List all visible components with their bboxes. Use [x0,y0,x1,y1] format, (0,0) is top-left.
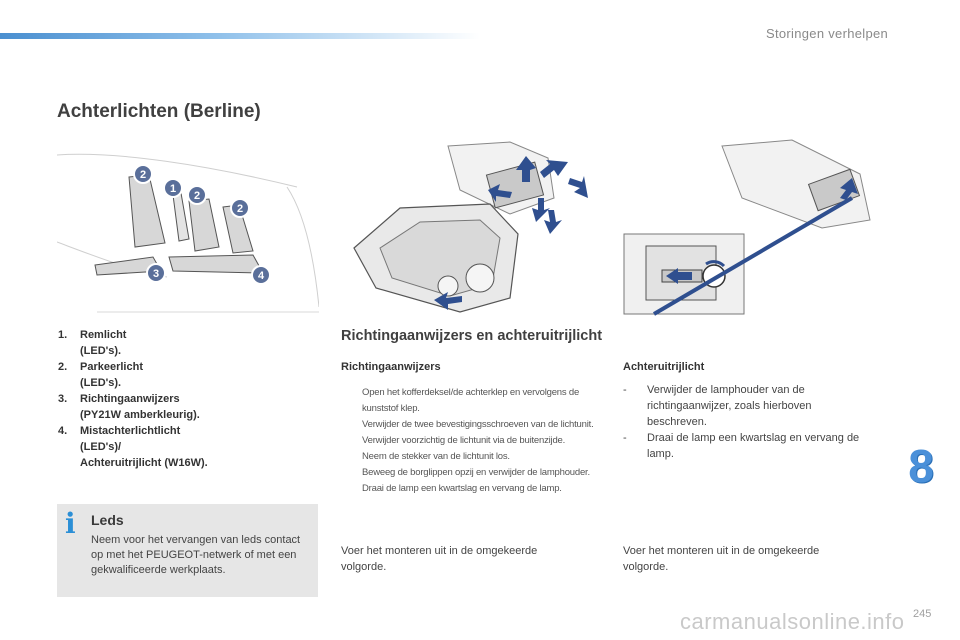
svg-text:1: 1 [169,183,177,195]
list-item: Verwijder de twee bevestigingsschroeven van de lichtunit. [362,419,594,430]
callout-badge [134,165,152,183]
svg-text:2: 2 [236,203,244,215]
info-title: Leds [91,512,124,528]
svg-text:3: 3 [152,268,160,280]
legend-line: (LED's). [80,345,122,357]
list-item: Open het kofferdeksel/de achterklep en vervolgens de kunststof klep. [362,387,580,414]
header-color-bar [0,33,480,39]
reversing-heading: Achteruitrijlicht [623,361,705,373]
section-header: Storingen verhelpen [766,26,889,41]
list-item: Draai de lamp een kwartslag en vervang de lamp. [362,483,562,494]
callout-badge [252,266,270,284]
reversing-lamp-diagram [622,138,880,318]
svg-text:2: 2 [139,169,147,181]
indicator-heading: Richtingaanwijzers [341,361,441,373]
reassemble-note-right: Voer het monteren uit in de omgekeerde volgorde. [623,545,820,573]
list-item: - Verwijder de lamphouder van de richtingaanwijzer, zoals hierboven beschreven. [623,384,812,428]
section-title: Richtingaanwijzers en achteruitrijlicht [341,328,603,344]
legend-item: 2. Parkeerlicht [58,361,143,373]
legend-item: 1. Remlicht [58,329,127,341]
legend-line: Achteruitrijlicht (W16W). [80,457,208,469]
figure-legend [58,327,318,471]
info-icon: i [65,507,76,540]
callout-badge [188,186,206,204]
legend-item: 3. Richtingaanwijzers [58,393,180,405]
info-box [57,504,318,597]
legend-item: 4. Mistachterlichtlicht [58,425,181,437]
page-number: 245 [913,608,932,620]
list-item: Verwijder voorzichtig de lichtunit via de buitenzijde. [362,435,566,446]
page-title: Achterlichten (Berline) [57,101,261,122]
watermark: carmanualsonline.info [680,609,905,634]
rear-lamp-diagram [57,147,319,317]
indicator-steps [341,385,603,497]
svg-text:4: 4 [257,270,265,282]
callout-badge [147,264,165,282]
info-text: Neem voor het vervangen van leds contact op met het PEUGEOT-netwerk of met een gekwalificeerde werkplaats. [91,534,301,576]
svg-text:2: 2 [193,190,201,202]
lamp-unit-diagram [340,138,605,318]
legend-line: (LED's)/ [80,441,122,453]
reassemble-note-left: Voer het monteren uit in de omgekeerde volgorde. [341,545,538,573]
reversing-steps [623,382,873,462]
list-item: - Draai de lamp een kwartslag en vervang de lamp. [623,432,860,460]
list-item: Neem de stekker van de lichtunit los. [362,451,510,462]
chapter-number: 8 [908,440,934,492]
callout-badge [231,199,249,217]
legend-line: (LED's). [80,377,122,389]
callout-badge [164,179,182,197]
legend-line: (PY21W amberkleurig). [80,409,200,421]
list-item: Beweeg de borglippen opzij en verwijder de lamphouder. [362,467,590,478]
